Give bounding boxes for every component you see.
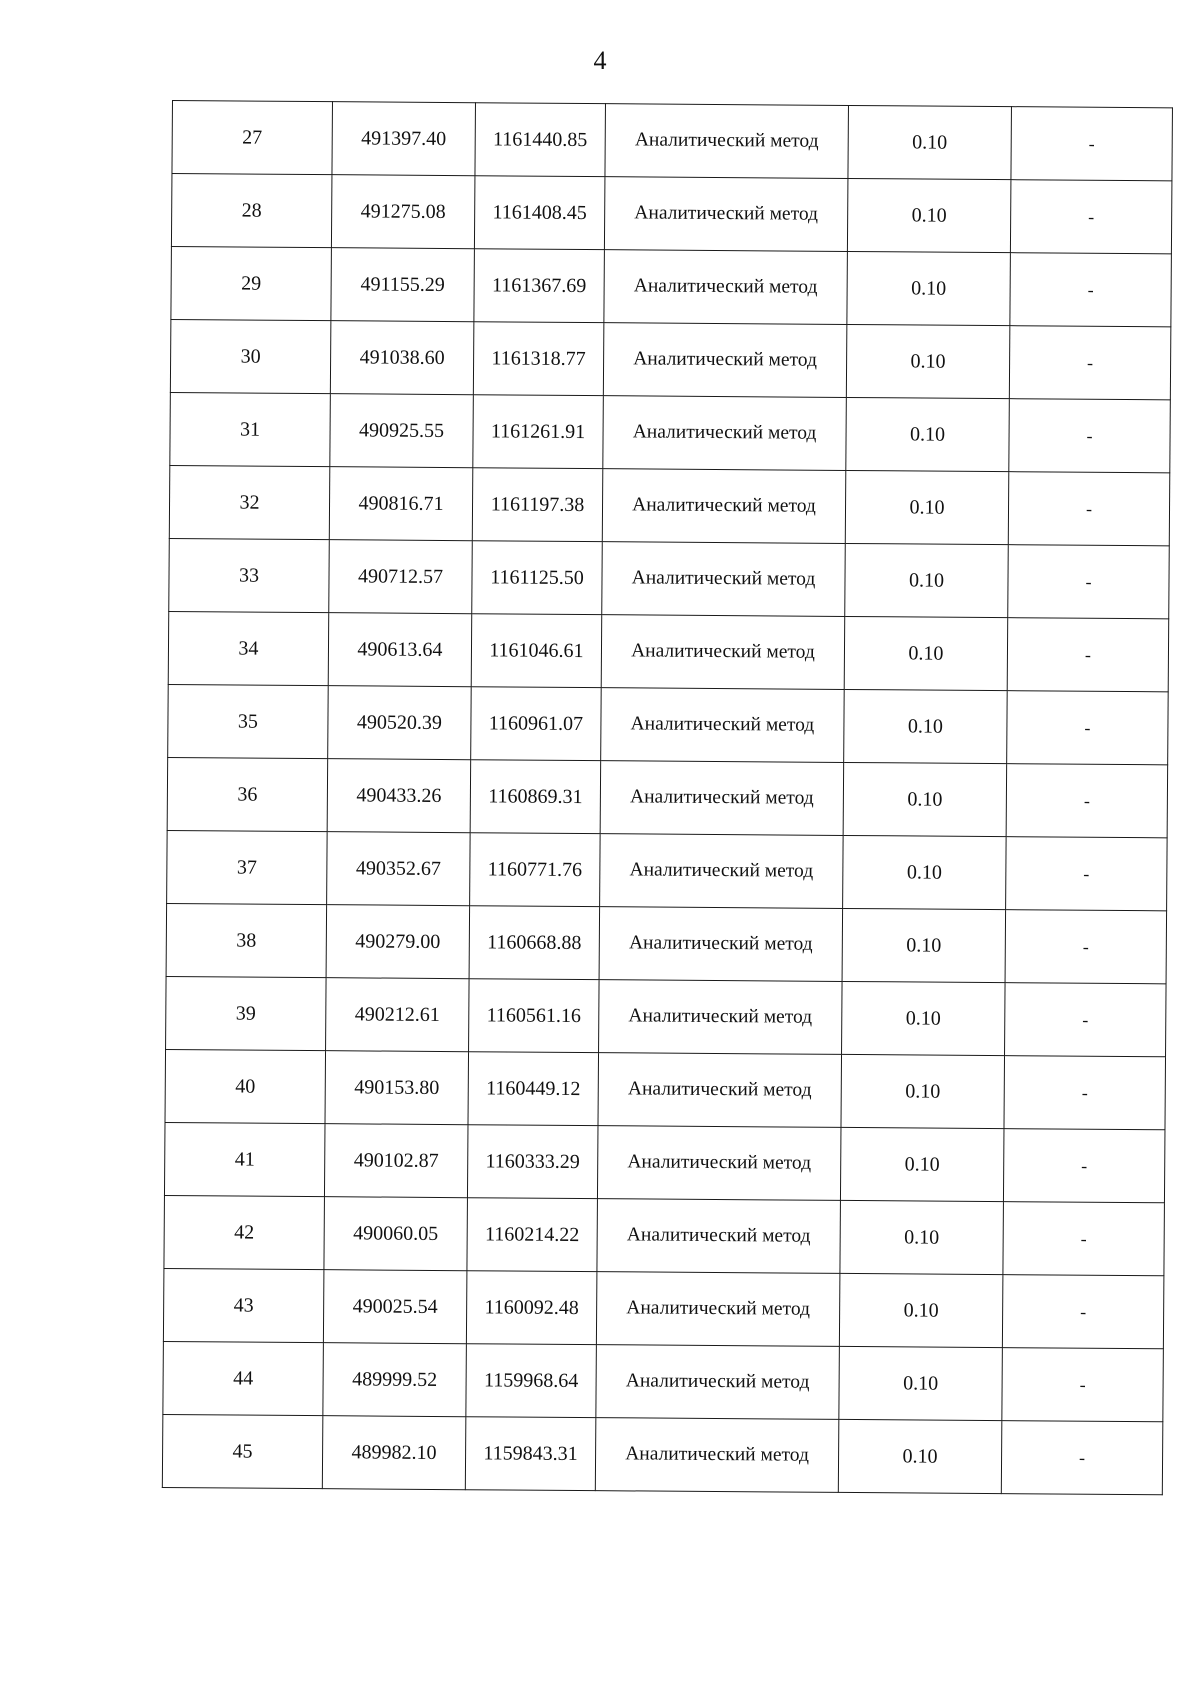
accuracy-cell: 0.10 — [841, 1054, 1005, 1128]
y-coordinate-cell: 1160333.29 — [467, 1125, 598, 1199]
point-number-cell: 32 — [169, 465, 330, 539]
y-coordinate-cell: 1160092.48 — [466, 1271, 597, 1345]
accuracy-cell: 0.10 — [846, 397, 1010, 471]
method-cell: Аналитический метод — [603, 323, 847, 398]
accuracy-cell: 0.10 — [848, 105, 1012, 179]
x-coordinate-cell: 491275.08 — [331, 175, 475, 249]
x-coordinate-cell: 490433.26 — [327, 759, 471, 833]
x-coordinate-cell: 491038.60 — [330, 321, 474, 395]
point-number-cell: 37 — [167, 830, 328, 904]
table-row — [169, 465, 1170, 545]
y-coordinate-cell: 1161440.85 — [475, 103, 606, 177]
point-number-cell: 29 — [171, 246, 332, 320]
note-cell: - — [1010, 253, 1172, 327]
y-coordinate-cell: 1160214.22 — [467, 1198, 598, 1272]
table-row — [170, 392, 1171, 472]
point-number-cell: 34 — [168, 611, 329, 685]
method-cell: Аналитический метод — [602, 469, 846, 544]
method-cell: Аналитический метод — [597, 1126, 841, 1201]
point-number-cell: 38 — [166, 903, 327, 977]
table-row — [172, 101, 1173, 181]
table-row — [169, 538, 1170, 618]
x-coordinate-cell: 489982.10 — [322, 1416, 466, 1490]
x-coordinate-cell: 490279.00 — [326, 905, 470, 979]
x-coordinate-cell: 490060.05 — [324, 1197, 468, 1271]
accuracy-cell: 0.10 — [846, 324, 1010, 398]
note-cell: - — [1005, 910, 1167, 984]
x-coordinate-cell: 490613.64 — [328, 613, 472, 687]
note-cell: - — [1009, 399, 1171, 473]
method-cell: Аналитический метод — [596, 1345, 840, 1420]
y-coordinate-cell: 1160869.31 — [470, 760, 601, 834]
method-cell: Аналитический метод — [600, 761, 844, 836]
table-row — [168, 611, 1169, 691]
y-coordinate-cell: 1161318.77 — [473, 322, 604, 396]
method-cell: Аналитический метод — [604, 250, 848, 325]
x-coordinate-cell: 489999.52 — [323, 1343, 467, 1417]
x-coordinate-cell: 490352.67 — [327, 832, 471, 906]
table-row — [171, 246, 1172, 326]
method-cell: Аналитический метод — [604, 177, 848, 252]
table-row — [163, 1268, 1164, 1348]
method-cell: Аналитический метод — [603, 396, 847, 471]
point-number-cell: 39 — [166, 976, 327, 1050]
accuracy-cell: 0.10 — [844, 689, 1008, 763]
y-coordinate-cell: 1161408.45 — [474, 176, 605, 250]
note-cell: - — [1007, 691, 1169, 765]
table-row — [166, 976, 1167, 1056]
accuracy-cell: 0.10 — [847, 251, 1011, 325]
method-cell: Аналитический метод — [597, 1199, 841, 1274]
table-row — [170, 319, 1171, 399]
point-number-cell: 40 — [165, 1049, 326, 1123]
accuracy-cell: 0.10 — [839, 1346, 1003, 1420]
point-number-cell: 44 — [163, 1341, 324, 1415]
method-cell: Аналитический метод — [602, 542, 846, 617]
table-row — [164, 1195, 1165, 1275]
x-coordinate-cell: 490925.55 — [330, 394, 474, 468]
y-coordinate-cell: 1160771.76 — [470, 833, 601, 907]
note-cell: - — [1007, 618, 1169, 692]
point-number-cell: 43 — [163, 1268, 324, 1342]
point-number-cell: 45 — [162, 1414, 323, 1488]
note-cell: - — [1010, 180, 1172, 254]
note-cell: - — [1006, 837, 1168, 911]
point-number-cell: 27 — [172, 101, 333, 175]
note-cell: - — [1005, 983, 1167, 1057]
y-coordinate-cell: 1159968.64 — [466, 1344, 597, 1418]
x-coordinate-cell: 491397.40 — [332, 102, 476, 176]
y-coordinate-cell: 1160561.16 — [469, 979, 600, 1053]
y-coordinate-cell: 1161367.69 — [474, 249, 605, 323]
accuracy-cell: 0.10 — [844, 616, 1008, 690]
x-coordinate-cell: 490712.57 — [329, 540, 473, 614]
method-cell: Аналитический метод — [600, 834, 844, 909]
table-row — [171, 174, 1172, 254]
x-coordinate-cell: 490816.71 — [329, 467, 473, 541]
point-number-cell: 36 — [167, 757, 328, 831]
table-row — [167, 757, 1168, 837]
accuracy-cell: 0.10 — [845, 470, 1009, 544]
point-number-cell: 28 — [171, 174, 332, 248]
method-cell: Аналитический метод — [598, 1053, 842, 1128]
point-number-cell: 41 — [164, 1122, 325, 1196]
note-cell: - — [1003, 1202, 1165, 1276]
y-coordinate-cell: 1159843.31 — [465, 1417, 596, 1491]
point-number-cell: 30 — [170, 319, 331, 393]
table-row — [162, 1414, 1163, 1494]
method-cell: Аналитический метод — [601, 688, 845, 763]
page-number: 4 — [593, 46, 607, 75]
note-cell: - — [1003, 1129, 1165, 1203]
method-cell: Аналитический метод — [601, 615, 845, 690]
accuracy-cell: 0.10 — [847, 178, 1011, 252]
table-row — [167, 830, 1168, 910]
table-row — [163, 1341, 1164, 1421]
accuracy-cell: 0.10 — [839, 1273, 1003, 1347]
note-cell: - — [1009, 326, 1171, 400]
y-coordinate-cell: 1160449.12 — [468, 1052, 599, 1126]
x-coordinate-cell: 490102.87 — [324, 1124, 468, 1198]
x-coordinate-cell: 490212.61 — [326, 978, 470, 1052]
x-coordinate-cell: 490153.80 — [325, 1051, 469, 1125]
y-coordinate-cell: 1160961.07 — [471, 687, 602, 761]
coordinates-table — [162, 100, 1173, 1495]
y-coordinate-cell: 1161261.91 — [473, 395, 604, 469]
table-row — [164, 1122, 1165, 1202]
table-row — [168, 684, 1169, 764]
accuracy-cell: 0.10 — [843, 762, 1007, 836]
accuracy-cell: 0.10 — [845, 543, 1009, 617]
note-cell: - — [1006, 764, 1168, 838]
accuracy-cell: 0.10 — [842, 981, 1006, 1055]
table-row — [165, 1049, 1166, 1129]
note-cell: - — [1011, 107, 1173, 181]
x-coordinate-cell: 491155.29 — [331, 248, 475, 322]
accuracy-cell: 0.10 — [838, 1419, 1002, 1493]
method-cell: Аналитический метод — [599, 980, 843, 1055]
note-cell: - — [1001, 1421, 1163, 1495]
method-cell: Аналитический метод — [595, 1418, 839, 1493]
accuracy-cell: 0.10 — [840, 1200, 1004, 1274]
accuracy-cell: 0.10 — [843, 835, 1007, 909]
accuracy-cell: 0.10 — [842, 908, 1006, 982]
note-cell: - — [1008, 472, 1170, 546]
method-cell: Аналитический метод — [596, 1272, 840, 1347]
note-cell: - — [1002, 1275, 1164, 1349]
point-number-cell: 31 — [170, 392, 331, 466]
point-number-cell: 42 — [164, 1195, 325, 1269]
note-cell: - — [1008, 545, 1170, 619]
y-coordinate-cell: 1161197.38 — [472, 468, 603, 542]
point-number-cell: 35 — [168, 684, 329, 758]
table-row — [166, 903, 1167, 983]
y-coordinate-cell: 1161125.50 — [472, 541, 603, 615]
y-coordinate-cell: 1160668.88 — [469, 906, 600, 980]
x-coordinate-cell: 490520.39 — [328, 686, 472, 760]
x-coordinate-cell: 490025.54 — [323, 1270, 467, 1344]
note-cell: - — [1002, 1348, 1164, 1422]
y-coordinate-cell: 1161046.61 — [471, 614, 602, 688]
method-cell: Аналитический метод — [605, 104, 849, 179]
method-cell: Аналитический метод — [599, 907, 843, 982]
note-cell: - — [1004, 1056, 1166, 1130]
point-number-cell: 33 — [169, 538, 330, 612]
coordinates-table-body — [162, 101, 1172, 1495]
accuracy-cell: 0.10 — [840, 1127, 1004, 1201]
